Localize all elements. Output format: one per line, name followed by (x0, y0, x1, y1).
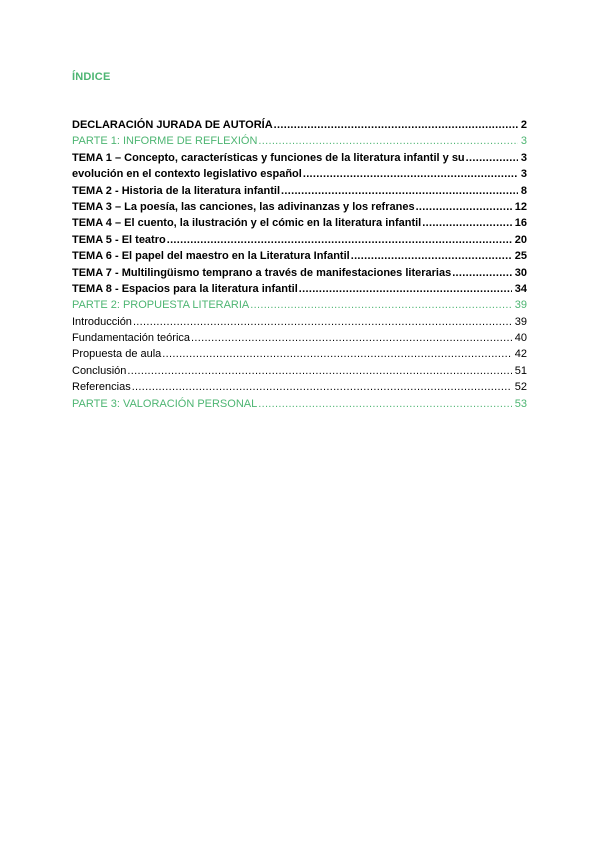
dot-leader (416, 199, 512, 215)
toc-entry-parte-3[interactable] (72, 396, 527, 412)
toc-entry-tema-8[interactable] (72, 281, 527, 297)
toc-entry-page: 3 (520, 151, 527, 164)
toc-entry-declaracion[interactable] (72, 117, 527, 133)
toc-entry-conclusion[interactable] (72, 363, 527, 379)
dot-leader (274, 117, 518, 133)
toc-entry-fundamentacion[interactable] (72, 330, 527, 346)
toc-entry-page: 39 (514, 315, 527, 328)
toc-entry-tema-1[interactable] (72, 150, 527, 166)
toc-entry-parte-1[interactable] (72, 133, 527, 149)
toc-entry-label: TEMA 5 - El teatro (72, 233, 166, 246)
toc-entry-page: 2 (520, 119, 527, 131)
dot-leader (281, 183, 518, 199)
toc-entry-tema-7[interactable] (72, 265, 527, 281)
toc-entry-page: 16 (514, 217, 527, 230)
dot-leader (191, 330, 512, 346)
toc-entry-label: TEMA 3 – La poesía, las canciones, las adivinanzas y los refranes (72, 200, 415, 213)
toc-entry-label: PARTE 2: PROPUESTA LITERARIA (72, 299, 250, 312)
toc-entry-page: 12 (514, 200, 527, 213)
dot-leader (299, 281, 512, 297)
toc-entry-page: 8 (520, 184, 527, 197)
dot-leader (167, 232, 512, 248)
toc-entry-page: 20 (514, 233, 527, 246)
toc-entry-tema-5[interactable] (72, 232, 527, 248)
toc-entry-page: 30 (514, 266, 527, 279)
dot-leader (132, 379, 512, 395)
dot-leader (351, 248, 512, 264)
toc-entry-tema-3[interactable] (72, 199, 527, 215)
dot-leader (422, 215, 512, 231)
toc-entry-label: evolución en el contexto legislativo español (72, 168, 302, 181)
toc-entry-label: PARTE 1: INFORME DE REFLEXIÓN (72, 135, 258, 148)
toc-entry-introduccion[interactable] (72, 314, 527, 330)
toc-entry-tema-6[interactable] (72, 248, 527, 264)
toc-entry-page: 51 (514, 364, 527, 377)
toc-entry-label: TEMA 1 – Concepto, características y funciones de la literatura infantil y su (72, 151, 465, 164)
toc-entry-label: TEMA 2 - Historia de la literatura infantil (72, 184, 281, 197)
index-title: ÍNDICE (72, 71, 111, 83)
toc-entry-page: 42 (514, 348, 527, 361)
dot-leader (258, 133, 517, 149)
toc-entry-referencias[interactable] (72, 379, 527, 395)
toc-entry-page: 40 (514, 332, 527, 345)
toc-entry-tema-1-cont[interactable] (72, 166, 527, 182)
toc-entry-label: TEMA 6 - El papel del maestro en la Literatura Infantil (72, 250, 350, 263)
dot-leader (466, 150, 518, 166)
toc-entry-page: 3 (520, 168, 527, 181)
toc-entry-label: Introducción (72, 315, 132, 328)
toc-entry-label: Fundamentación teórica (72, 332, 191, 345)
toc-entry-tema-2[interactable] (72, 183, 527, 199)
toc-entry-label: PARTE 3: VALORACIÓN PERSONAL (72, 397, 258, 410)
dot-leader (303, 166, 518, 182)
dot-leader (162, 346, 511, 362)
toc-entry-page: 52 (514, 381, 527, 394)
dot-leader (127, 363, 511, 379)
dot-leader (250, 297, 511, 313)
toc-entry-parte-2[interactable] (72, 297, 527, 313)
toc-entry-label: DECLARACIÓN JURADA DE AUTORÍA (72, 119, 273, 131)
toc-entry-label: Referencias (72, 381, 131, 394)
toc-entry-page: 53 (514, 397, 527, 410)
toc-entry-label: Propuesta de aula (72, 348, 162, 361)
dot-leader (452, 265, 512, 281)
dot-leader (258, 396, 512, 412)
toc-entry-page: 39 (514, 299, 527, 312)
toc-entry-page: 34 (514, 282, 527, 295)
toc-entry-tema-4[interactable] (72, 215, 527, 231)
toc-entry-label: Conclusión (72, 364, 127, 377)
toc-entry-label: TEMA 8 - Espacios para la literatura infantil (72, 282, 298, 295)
toc-entry-label: TEMA 7 - Multilingüismo temprano a través de manifestaciones literarias (72, 266, 452, 279)
table-of-contents (72, 117, 527, 412)
toc-entry-propuesta-aula[interactable] (72, 346, 527, 362)
dot-leader (133, 314, 512, 330)
toc-entry-page: 3 (520, 135, 527, 148)
toc-entry-page: 25 (514, 250, 527, 263)
toc-entry-label: TEMA 4 – El cuento, la ilustración y el cómic en la literatura infantil (72, 217, 422, 230)
